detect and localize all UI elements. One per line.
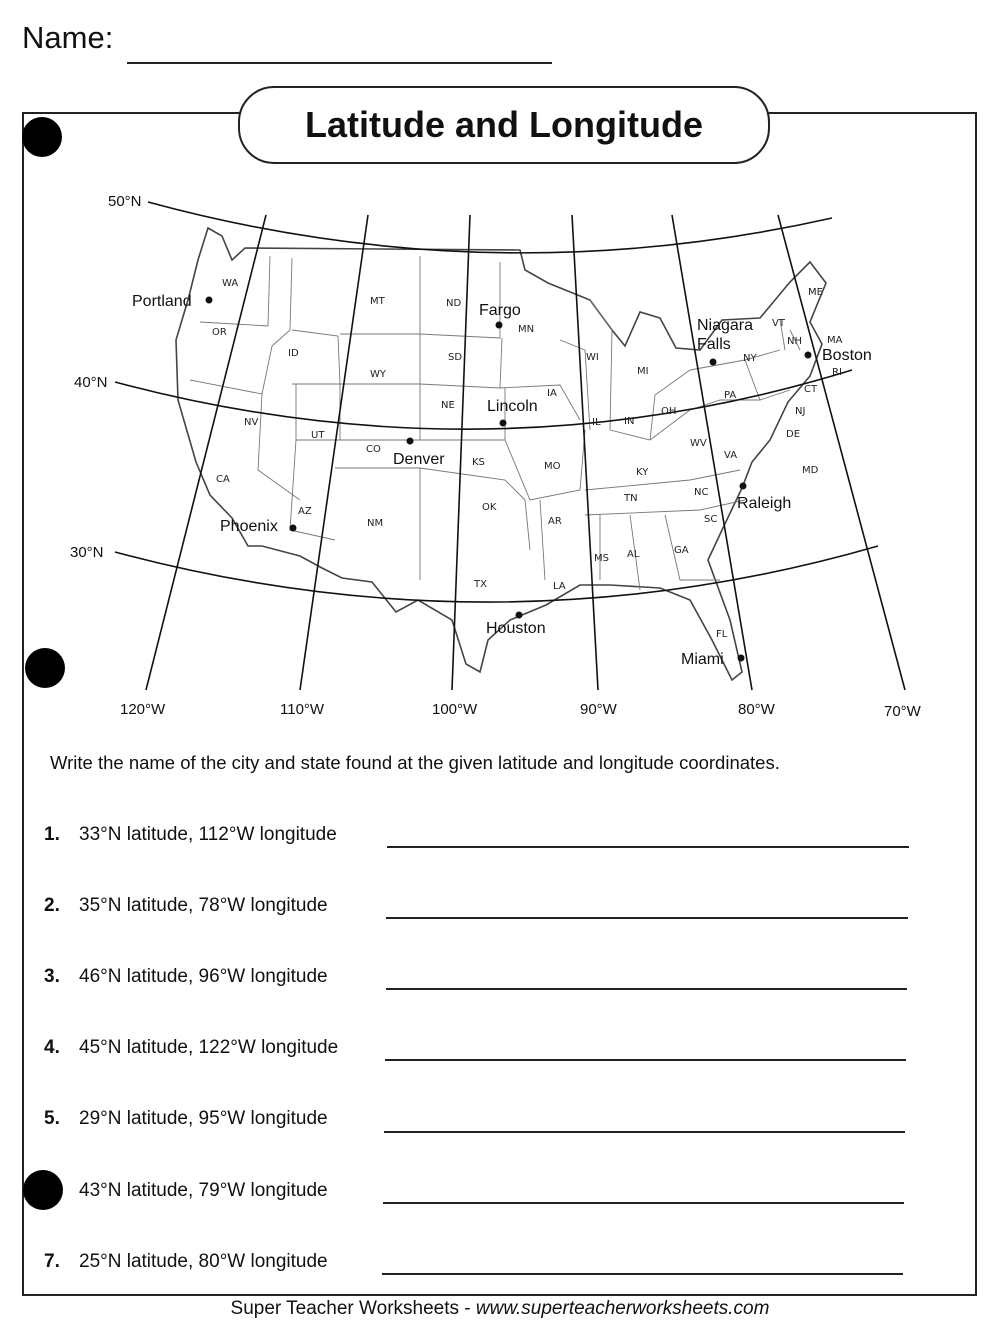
footer-brand: Super Teacher Worksheets -: [230, 1298, 476, 1319]
state-ms: MS: [594, 553, 609, 564]
lat-label-30: 30°N: [70, 544, 104, 561]
answer-line-3[interactable]: [386, 988, 907, 990]
city-label-denver: Denver: [393, 451, 445, 468]
state-de: DE: [786, 429, 801, 440]
state-fl: FL: [716, 629, 728, 640]
city-dot-fargo: [496, 322, 503, 329]
question-text: 46°N latitude, 96°W longitude: [79, 966, 328, 987]
question-number: 7.: [44, 1251, 60, 1272]
lat-label-40: 40°N: [74, 374, 108, 391]
question-1: [44, 824, 337, 846]
state-wi: WI: [586, 352, 599, 363]
question-6: [44, 1180, 328, 1202]
state-ut: UT: [311, 430, 325, 441]
question-number: 5.: [44, 1108, 60, 1129]
footer: [0, 1298, 1000, 1320]
city-dot-houston: [516, 612, 523, 619]
question-text: 43°N latitude, 79°W longitude: [79, 1180, 328, 1201]
state-or: OR: [212, 327, 227, 338]
state-ma: MA: [827, 335, 843, 346]
state-la: LA: [553, 581, 566, 592]
state-nv: NV: [244, 417, 259, 428]
city-dot-lincoln: [500, 420, 507, 427]
footer-url[interactable]: www.superteacherworksheets.com: [475, 1298, 770, 1319]
state-ky: KY: [636, 467, 649, 478]
lon-label-120: 120°W: [120, 701, 166, 718]
city-dot-portland: [206, 297, 213, 304]
state-nm: NM: [367, 518, 384, 529]
state-oh: OH: [661, 406, 677, 417]
state-ok: OK: [482, 502, 497, 513]
answer-line-5[interactable]: [384, 1131, 905, 1133]
state-ne: NE: [441, 400, 455, 411]
question-3: [44, 966, 328, 988]
city-dot-boston: [805, 352, 812, 359]
worksheet-title: Latitude and Longitude: [238, 86, 770, 164]
city-dot-denver: [407, 438, 414, 445]
city-label-boston: Boston: [822, 347, 872, 364]
state-nh: NH: [787, 336, 802, 347]
answer-line-7[interactable]: [382, 1273, 903, 1275]
state-sd: SD: [448, 352, 463, 363]
answer-line-4[interactable]: [385, 1059, 906, 1061]
city-label-fargo: Fargo: [479, 302, 521, 319]
answer-line-1[interactable]: [387, 846, 909, 848]
lon-label-110: 110°W: [280, 701, 325, 718]
lon-label-70: 70°W: [884, 703, 921, 720]
state-id: ID: [288, 348, 299, 359]
question-number: 3.: [44, 966, 60, 987]
state-mn: MN: [518, 324, 535, 335]
state-nd: ND: [446, 298, 462, 309]
state-nj: NJ: [795, 406, 806, 417]
answer-line-2[interactable]: [386, 917, 908, 919]
question-text: 45°N latitude, 122°W longitude: [79, 1037, 339, 1058]
city-label-houston: Houston: [486, 620, 546, 637]
state-pa: PA: [724, 390, 737, 401]
lon-label-80: 80°W: [738, 701, 775, 718]
question-text: 25°N latitude, 80°W longitude: [79, 1251, 328, 1272]
question-7: [44, 1251, 328, 1273]
city-label-phoenix: Phoenix: [220, 518, 278, 535]
instructions-text: Write the name of the city and state found at the given latitude and longitude coordinates.: [50, 752, 780, 773]
lat-label-50: 50°N: [108, 193, 142, 210]
city-dot-raleigh: [740, 483, 747, 490]
state-nc: NC: [694, 487, 709, 498]
city-label-raleigh: Raleigh: [737, 495, 792, 512]
state-wv: WV: [690, 438, 707, 449]
state-wa: WA: [222, 278, 239, 289]
city-label-portland: Portland: [132, 293, 192, 310]
state-in: IN: [624, 416, 635, 427]
state-az: AZ: [298, 506, 312, 517]
city-label-niagara-2: Falls: [697, 336, 731, 353]
state-ia: IA: [547, 388, 557, 399]
question-number: 1.: [44, 824, 60, 845]
state-co: CO: [366, 444, 381, 455]
question-number: 2.: [44, 895, 60, 916]
question-number: 4.: [44, 1037, 60, 1058]
state-tn: TN: [624, 493, 638, 504]
state-wy: WY: [370, 369, 386, 380]
question-4: [44, 1037, 338, 1059]
state-mt: MT: [370, 296, 385, 307]
state-md: MD: [802, 465, 819, 476]
state-ct: CT: [804, 384, 818, 395]
city-dot-phoenix: [290, 525, 297, 532]
state-ks: KS: [472, 457, 485, 468]
state-me: ME: [808, 287, 823, 298]
state-mi: MI: [637, 366, 649, 377]
question-2: [44, 895, 328, 917]
question-text: 35°N latitude, 78°W longitude: [79, 895, 328, 916]
state-va: VA: [724, 450, 738, 461]
state-ca: CA: [216, 474, 230, 485]
question-number: [44, 1180, 79, 1202]
question-text: 33°N latitude, 112°W longitude: [79, 824, 337, 845]
state-ga: GA: [674, 545, 689, 556]
lon-label-90: 90°W: [580, 701, 617, 718]
state-ar: AR: [548, 516, 562, 527]
state-il: IL: [592, 417, 601, 428]
city-label-niagara-1: Niagara: [697, 317, 754, 334]
state-vt: VT: [772, 318, 785, 329]
state-ri: RI: [832, 367, 842, 378]
state-ny: NY: [743, 353, 757, 364]
answer-line-6[interactable]: [383, 1202, 904, 1204]
city-dot-niagara: [710, 359, 717, 366]
longitude-lines: [146, 215, 905, 690]
city-label-miami: Miami: [681, 651, 724, 668]
state-sc: SC: [704, 514, 718, 525]
state-tx: TX: [474, 579, 487, 590]
city-label-lincoln: Lincoln: [487, 398, 538, 415]
state-mo: MO: [544, 461, 561, 472]
city-dot-miami: [738, 655, 745, 662]
lon-label-100: 100°W: [432, 701, 478, 718]
name-label: Name:: [22, 20, 114, 55]
question-text: 29°N latitude, 95°W longitude: [79, 1108, 328, 1129]
question-5: [44, 1108, 328, 1130]
state-al: AL: [627, 549, 640, 560]
